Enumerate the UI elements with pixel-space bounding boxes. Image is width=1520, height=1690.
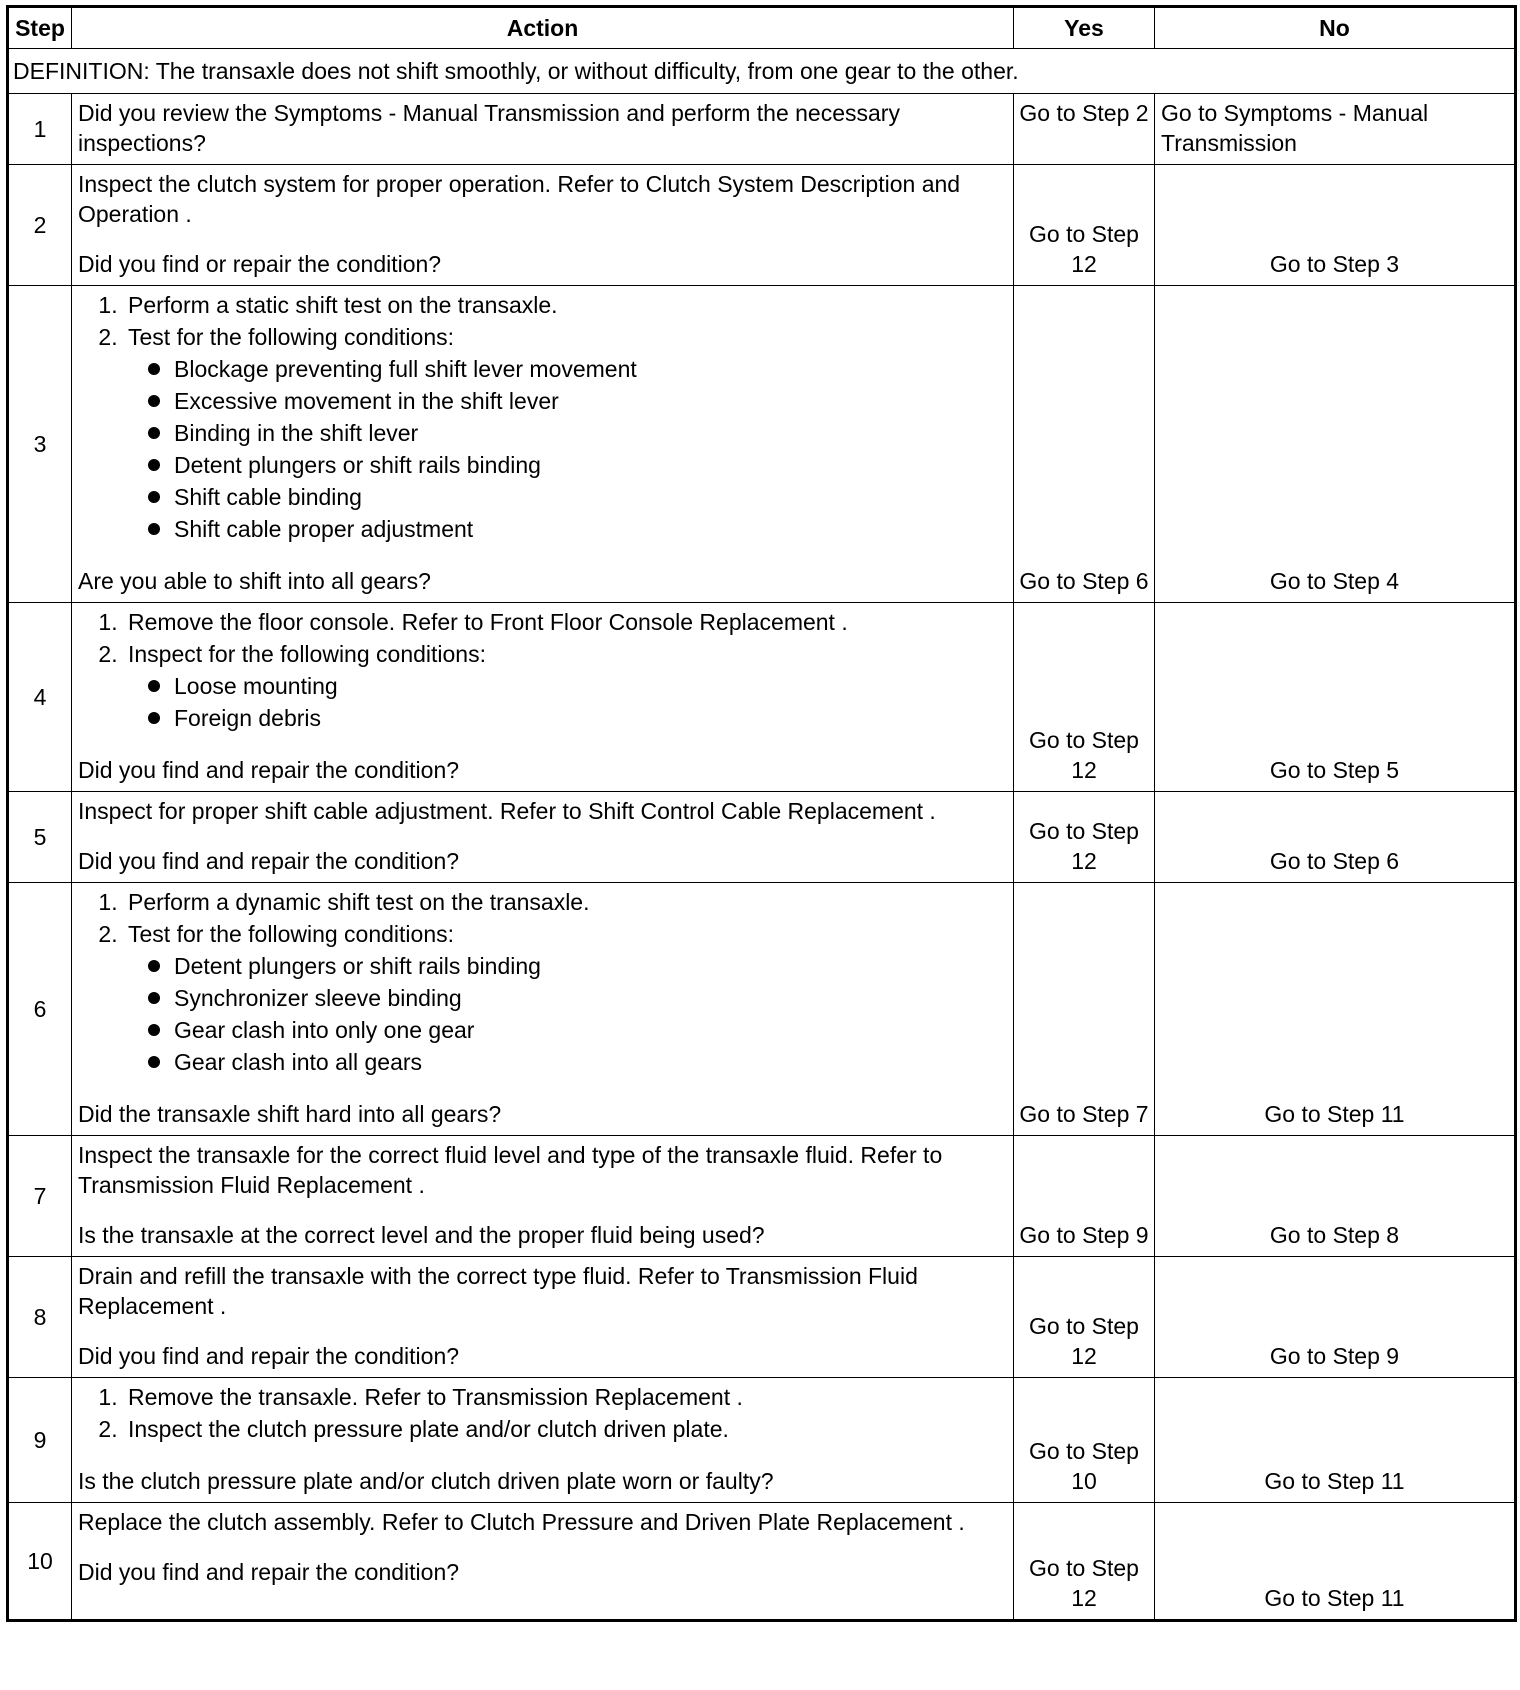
- action-cell: [72, 1503, 1014, 1621]
- table-row: [8, 792, 1516, 883]
- question-text: Did the transaxle shift hard into all gears?: [78, 1101, 502, 1127]
- step-number: 4: [8, 603, 72, 792]
- question-text: Is the clutch pressure plate and/or clutch driven plate worn or faulty?: [78, 1468, 774, 1494]
- yes-cell: Go to Step 7: [1014, 883, 1155, 1136]
- instruction-text: Inspect for proper shift cable adjustment. Refer to Shift Control Cable Replacement .: [78, 798, 936, 824]
- list-item: 1. Remove the floor console. Refer to Front Floor Console Replacement .: [124, 607, 1005, 637]
- no-cell: Go to Step 11: [1155, 1378, 1516, 1503]
- table-row: [8, 883, 1516, 1136]
- step-number: 10: [8, 1503, 72, 1621]
- action-cell: [72, 792, 1014, 883]
- question-text: Did you review the Symptoms - Manual Transmission and perform the necessary inspections?: [78, 100, 900, 156]
- bullet-item: Excessive movement in the shift lever: [162, 386, 1005, 416]
- table-row: [8, 165, 1516, 286]
- yes-cell: Go to Step 12: [1014, 1257, 1155, 1378]
- bullet-item: Loose mounting: [162, 671, 1005, 701]
- header-yes: Yes: [1014, 7, 1155, 49]
- step-number: 9: [8, 1378, 72, 1503]
- no-cell: Go to Step 8: [1155, 1136, 1516, 1257]
- bullet-item: Binding in the shift lever: [162, 418, 1005, 448]
- diagnostic-table-container: [6, 5, 1514, 1622]
- yes-cell: Go to Step 10: [1014, 1378, 1155, 1503]
- action-cell: [72, 1378, 1014, 1503]
- no-cell: Go to Step 11: [1155, 883, 1516, 1136]
- bullet-list: [128, 671, 1005, 733]
- yes-cell: Go to Step 12: [1014, 792, 1155, 883]
- step-number: 3: [8, 286, 72, 603]
- action-cell: [72, 603, 1014, 792]
- no-cell: Go to Step 3: [1155, 165, 1516, 286]
- table-row: [8, 603, 1516, 792]
- list-item: 1. Perform a static shift test on the transaxle.: [124, 290, 1005, 320]
- step-number: 7: [8, 1136, 72, 1257]
- bullet-item: Detent plungers or shift rails binding: [162, 951, 1005, 981]
- bullet-item: Shift cable proper adjustment: [162, 514, 1005, 544]
- step-number: 2: [8, 165, 72, 286]
- yes-cell: Go to Step 2: [1014, 94, 1155, 165]
- action-cell: [72, 165, 1014, 286]
- question-text: Did you find and repair the condition?: [78, 1559, 460, 1585]
- yes-cell: Go to Step 12: [1014, 165, 1155, 286]
- list-item: 2. Test for the following conditions: Detent plungers or shift rails binding Synchronizer sleeve binding Gear clash into only one gear Gear clash into all gears: [124, 919, 1005, 1077]
- bullet-item: Blockage preventing full shift lever movement: [162, 354, 1005, 384]
- numbered-list: [78, 290, 1005, 544]
- list-item: 1. Perform a dynamic shift test on the transaxle.: [124, 887, 1005, 917]
- table-row: [8, 1503, 1516, 1621]
- question-text: Are you able to shift into all gears?: [78, 568, 431, 594]
- bullet-item: Synchronizer sleeve binding: [162, 983, 1005, 1013]
- no-cell: Go to Step 4: [1155, 286, 1516, 603]
- step-number: 1: [8, 94, 72, 165]
- table-row: [8, 94, 1516, 165]
- list-item: 2. Inspect the clutch pressure plate and/or clutch driven plate.: [124, 1414, 1005, 1444]
- no-cell: Go to Step 9: [1155, 1257, 1516, 1378]
- action-cell: [72, 286, 1014, 603]
- list-item: 2. Test for the following conditions: Blockage preventing full shift lever movement Excessive movement in the shift lever Binding in the shift lever Detent plungers or shift rails binding Shift cable binding Shift cable proper adjustment: [124, 322, 1005, 544]
- bullet-list: [128, 354, 1005, 544]
- bullet-item: Foreign debris: [162, 703, 1005, 733]
- no-cell: Go to Step 6: [1155, 792, 1516, 883]
- action-cell: [72, 883, 1014, 1136]
- definition-row: [8, 49, 1516, 94]
- question-text: Is the transaxle at the correct level and the proper fluid being used?: [78, 1222, 765, 1248]
- table-row: [8, 1378, 1516, 1503]
- bullet-item: Detent plungers or shift rails binding: [162, 450, 1005, 480]
- table-row: [8, 286, 1516, 603]
- step-number: 6: [8, 883, 72, 1136]
- step-number: 8: [8, 1257, 72, 1378]
- table-header-row: [8, 7, 1516, 49]
- question-text: Did you find and repair the condition?: [78, 757, 460, 783]
- no-cell: Go to Step 11: [1155, 1503, 1516, 1621]
- list-item: 1. Remove the transaxle. Refer to Transmission Replacement .: [124, 1382, 1005, 1412]
- header-action: Action: [72, 7, 1014, 49]
- numbered-list: [78, 1382, 1005, 1444]
- list-item: 2. Inspect for the following conditions: Loose mounting Foreign debris: [124, 639, 1005, 733]
- question-text: Did you find and repair the condition?: [78, 848, 460, 874]
- header-step: Step: [8, 7, 72, 49]
- instruction-text: Replace the clutch assembly. Refer to Clutch Pressure and Driven Plate Replacement .: [78, 1509, 965, 1535]
- step-number: 5: [8, 792, 72, 883]
- yes-cell: Go to Step 12: [1014, 603, 1155, 792]
- question-text: Did you find and repair the condition?: [78, 1343, 460, 1369]
- instruction-text: Inspect the clutch system for proper operation. Refer to Clutch System Description and Operation .: [78, 171, 961, 227]
- no-cell: Go to Step 5: [1155, 603, 1516, 792]
- bullet-item: Shift cable binding: [162, 482, 1005, 512]
- no-cell: Go to Symptoms - Manual Transmission: [1155, 94, 1516, 165]
- table-row: [8, 1136, 1516, 1257]
- question-text: Did you find or repair the condition?: [78, 251, 442, 277]
- diagnostic-table: [6, 5, 1517, 1622]
- yes-cell: Go to Step 9: [1014, 1136, 1155, 1257]
- instruction-text: Inspect the transaxle for the correct fluid level and type of the transaxle fluid. Refer to Transmission Fluid Replacement .: [78, 1142, 943, 1198]
- numbered-list: [78, 607, 1005, 733]
- bullet-item: Gear clash into only one gear: [162, 1015, 1005, 1045]
- definition-text: DEFINITION: The transaxle does not shift smoothly, or without difficulty, from one gear to the other.: [8, 49, 1516, 94]
- table-row: [8, 1257, 1516, 1378]
- yes-cell: Go to Step 12: [1014, 1503, 1155, 1621]
- action-cell: [72, 94, 1014, 165]
- header-no: No: [1155, 7, 1516, 49]
- instruction-text: Drain and refill the transaxle with the correct type fluid. Refer to Transmission Fluid Replacement .: [78, 1263, 918, 1319]
- bullet-item: Gear clash into all gears: [162, 1047, 1005, 1077]
- yes-cell: Go to Step 6: [1014, 286, 1155, 603]
- numbered-list: [78, 887, 1005, 1077]
- bullet-list: [128, 951, 1005, 1077]
- action-cell: [72, 1257, 1014, 1378]
- action-cell: [72, 1136, 1014, 1257]
